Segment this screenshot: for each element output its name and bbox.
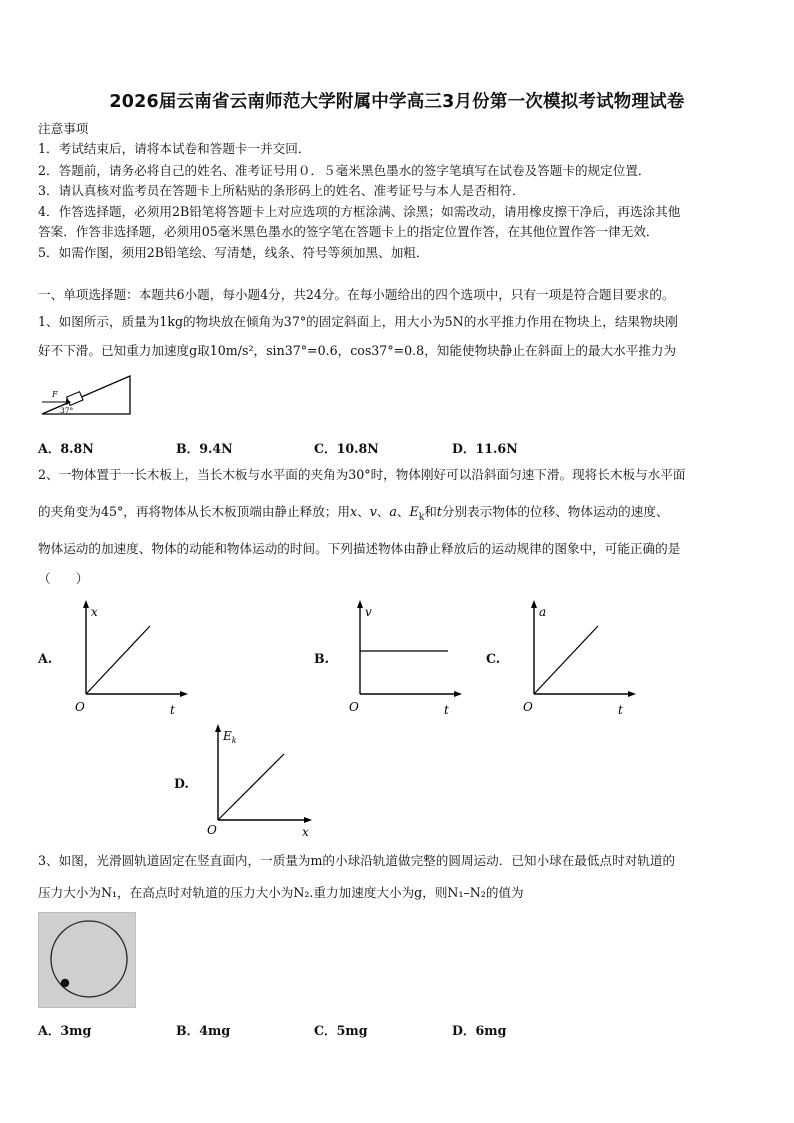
q3-text-line: 3、如图，光滑圆轨道固定在竖直面内，一质量为m的小球沿轨道做完整的圆周运动．已知小球在最低点时对轨道的 <box>38 853 676 868</box>
graph-d-x-label: x <box>302 825 309 839</box>
notice-item: 3．请认真核对监考员在答题卡上所粘贴的条形码上的姓名、准考证号与本人是否相符． <box>38 183 525 198</box>
q1-option-d: D．11.6N <box>452 441 518 456</box>
graph-c-x-label: t <box>618 703 623 717</box>
graph-c-label: C. <box>486 651 501 666</box>
graph-d <box>202 722 322 844</box>
graph-d-origin: O <box>207 823 217 837</box>
symbol-t: t <box>436 504 442 519</box>
notice-heading: 注意事项 <box>38 121 89 136</box>
symbol-v: v <box>369 504 377 519</box>
notice-item: 1．考试结束后，请将本试卷和答题卡一并交回． <box>38 141 311 156</box>
symbol-and: 和 <box>424 504 437 519</box>
graph-b-y-label: v <box>365 605 372 619</box>
graph-d-y-label: $E_k$ <box>223 729 237 745</box>
circular-track-photo <box>38 912 136 1008</box>
graph-b-x-label: t <box>444 703 449 717</box>
q2-text-line: 的夹角变为45°，再将物体从长木板顶端由静止释放；用x、v、a、$E_k$和t分别表示物体的位移、物体运动的速度、 <box>38 504 669 523</box>
q1-text-line: 1、如图所示，质量为1kg的物块放在倾角为37°的固定斜面上，用大小为5N的水平推力作用在物块上，结果物块刚 <box>38 314 678 329</box>
section-heading: 一、单项选择题：本题共6小题，每小题4分，共24分。在每小题给出的四个选项中，只有一项是符合题目要求的。 <box>38 287 675 302</box>
q3-option-c: C．5mg <box>314 1023 368 1038</box>
q1-option-a: A．8.8N <box>38 441 94 456</box>
graph-c-y-label: a <box>539 605 547 619</box>
q2-text-part: 的夹角变为45°，再将物体从长木板顶端由静止释放；用 <box>38 504 350 519</box>
q3-text-line: 压力大小为N₁，在高点时对轨道的压力大小为N₂.重力加速度大小为g，则N₁–N₂的值为 <box>38 885 524 900</box>
graph-c-origin: O <box>523 700 533 714</box>
graph-a-y-label: x <box>91 605 98 619</box>
graph-c <box>518 600 638 720</box>
graph-a <box>70 600 190 720</box>
q3-option-b: B．4mg <box>176 1023 231 1038</box>
graph-b-label: B. <box>314 651 330 666</box>
symbol-ek: E <box>409 504 419 519</box>
notice-item: 4．作答选择题，必须用2B铅笔将答题卡上对应选项的方框涂满、涂黑；如需改动，请用橡皮擦干净后，再选涂其他 <box>38 204 681 219</box>
graph-a-origin: O <box>75 700 85 714</box>
graph-b-origin: O <box>349 700 359 714</box>
q1-option-b: B．9.4N <box>176 441 233 456</box>
symbol-ek-sub: k <box>418 512 425 523</box>
symbol-x: x <box>349 504 358 519</box>
q3-option-a: A．3mg <box>38 1023 92 1038</box>
q1-text-line: 好不下滑。已知重力加速度g取10m/s²，sin37°=0.6，cos37°=0.8，知能使物块静止在斜面上的最大水平推力为 <box>38 343 677 358</box>
notice-item: 答案．作答非选择题，必须用05毫米黑色墨水的签字笔在答题卡上的指定位置作答，在其他位置作答一律无效． <box>38 224 659 239</box>
graph-d-label: D. <box>174 776 189 791</box>
angle-label: 37° <box>60 406 74 415</box>
graph-a-x-label: t <box>170 703 175 717</box>
q1-option-c: C．10.8N <box>314 441 379 456</box>
q2-text-line: （ ） <box>38 571 89 586</box>
force-label: F <box>52 390 58 399</box>
graph-a-label: A. <box>38 651 53 666</box>
q2-text-line: 物体运动的加速度、物体的动能和物体运动的时间。下列描述物体由静止释放后的运动规律的图象中，可能正确的是 <box>38 541 681 556</box>
q3-option-d: D．6mg <box>452 1023 507 1038</box>
notice-item: 2．答题前，请务必将自己的姓名、准考证号用０．５毫米黑色墨水的签字笔填写在试卷及答题卡的规定位置． <box>38 163 651 178</box>
symbol-a: a <box>389 504 397 519</box>
q2-text-line: 2、一物体置于一长木板上，当长木板与水平面的夹角为30°时，物体刚好可以沿斜面匀速下滑。现将长木板与水平面 <box>38 467 686 482</box>
page-title: 2026届云南省云南师范大学附属中学高三3月份第一次模拟考试物理试卷 <box>109 92 685 112</box>
notice-item: 5．如需作图，须用2B铅笔绘、写清楚，线条、符号等须加黑、加粗． <box>38 245 429 260</box>
q2-text-part: 分别表示物体的位移、物体运动的速度、 <box>441 504 669 519</box>
incline-figure <box>38 372 134 418</box>
graph-b <box>344 600 464 720</box>
